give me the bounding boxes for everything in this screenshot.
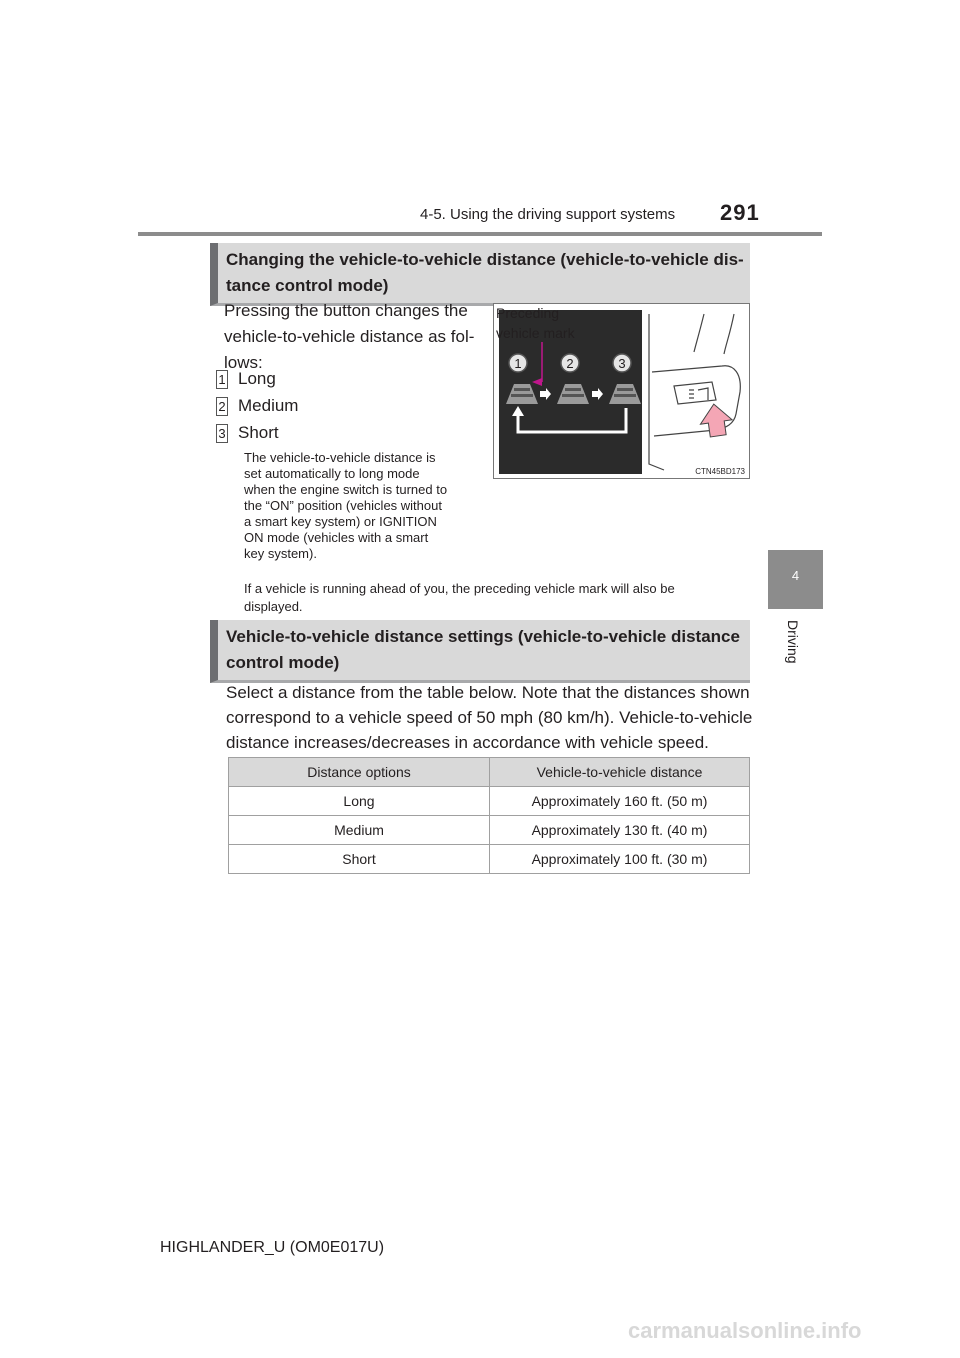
callout-line: vehicle mark xyxy=(496,325,575,341)
step-long xyxy=(216,369,276,389)
step-short xyxy=(216,423,279,443)
intro-line: Pressing the button changes the xyxy=(224,301,468,320)
callout-line: Preceding xyxy=(496,305,560,321)
distance-options-table xyxy=(228,757,750,874)
table-header-row xyxy=(229,758,750,787)
running-header-section: 4-5. Using the driving support systems xyxy=(420,206,676,223)
note-line: when the engine switch is turned to xyxy=(244,482,448,497)
note-line: set automatically to long mode xyxy=(244,466,420,481)
para-line: distance increases/decreases in accordance with vehicle speed. xyxy=(226,733,709,752)
step-number: 3 xyxy=(216,424,228,443)
heading-line: Vehicle-to-vehicle distance settings (vehicle-to-vehicle distance xyxy=(226,627,740,646)
note-line: key system). xyxy=(244,546,317,561)
watermark: carmanualsonline.info xyxy=(628,1318,862,1343)
table-cell: Approximately 160 ft. (50 m) xyxy=(490,787,750,816)
step-number: 1 xyxy=(216,370,228,389)
step-label: Short xyxy=(238,423,279,442)
steering-wheel-switch xyxy=(649,314,740,470)
note-line: The vehicle-to-vehicle distance is xyxy=(244,450,436,465)
step-label: Medium xyxy=(238,396,299,415)
note-line: ON mode (vehicles with a smart xyxy=(244,530,429,545)
note-line: displayed. xyxy=(244,599,303,614)
table-cell: Medium xyxy=(229,816,490,845)
note-line: If a vehicle is running ahead of you, the preceding vehicle mark will also be xyxy=(244,581,675,596)
chapter-number: 4 xyxy=(791,568,800,583)
note-line: the “ON” position (vehicles without xyxy=(244,498,442,513)
para-line: Select a distance from the table below. Note that the distances shown xyxy=(226,683,750,702)
header-rule xyxy=(138,232,822,236)
distance-settings-paragraph xyxy=(226,680,753,755)
section-heading-distance-settings xyxy=(210,620,750,683)
page-number: 291 xyxy=(720,200,760,225)
table-row xyxy=(229,787,750,816)
chapter-label: Driving xyxy=(785,620,801,664)
note-line: a smart key system) or IGNITION xyxy=(244,514,437,529)
intro-line: lows: xyxy=(224,353,263,372)
preceding-vehicle-note xyxy=(244,580,750,616)
step-number: 2 xyxy=(216,397,228,416)
distance-bar-icons xyxy=(506,384,641,404)
table-cell: Long xyxy=(229,787,490,816)
heading-line: Changing the vehicle-to-vehicle distance (vehicle-to-vehicle dis- xyxy=(226,250,744,269)
footer-model-code: HIGHLANDER_U (OM0E017U) xyxy=(160,1239,385,1256)
press-arrow-icon xyxy=(698,402,734,438)
intro-line: vehicle-to-vehicle distance as fol- xyxy=(224,327,475,346)
column-header: Vehicle-to-vehicle distance xyxy=(490,758,750,787)
intro-paragraph xyxy=(224,298,488,376)
circle-label-3: 3 xyxy=(618,356,626,371)
heading-line: control mode) xyxy=(226,653,340,672)
section-heading-distance-change xyxy=(210,243,750,306)
step-medium xyxy=(216,396,298,416)
para-line: correspond to a vehicle speed of 50 mph (80 km/h). Vehicle-to-vehicle xyxy=(226,708,753,727)
circle-label-2: 2 xyxy=(566,356,574,371)
step-label: Long xyxy=(238,369,276,388)
column-header: Distance options xyxy=(229,758,490,787)
table-row xyxy=(229,816,750,845)
circle-label-1: 1 xyxy=(514,356,522,371)
table-cell: Approximately 130 ft. (40 m) xyxy=(490,816,750,845)
table-row xyxy=(229,845,750,874)
figure-code: CTN45BD173 xyxy=(695,467,745,476)
table-cell: Short xyxy=(229,845,490,874)
heading-line: tance control mode) xyxy=(226,276,389,295)
preceding-vehicle-mark-label xyxy=(496,303,575,343)
table-cell: Approximately 100 ft. (30 m) xyxy=(490,845,750,874)
auto-long-mode-note xyxy=(244,450,482,562)
